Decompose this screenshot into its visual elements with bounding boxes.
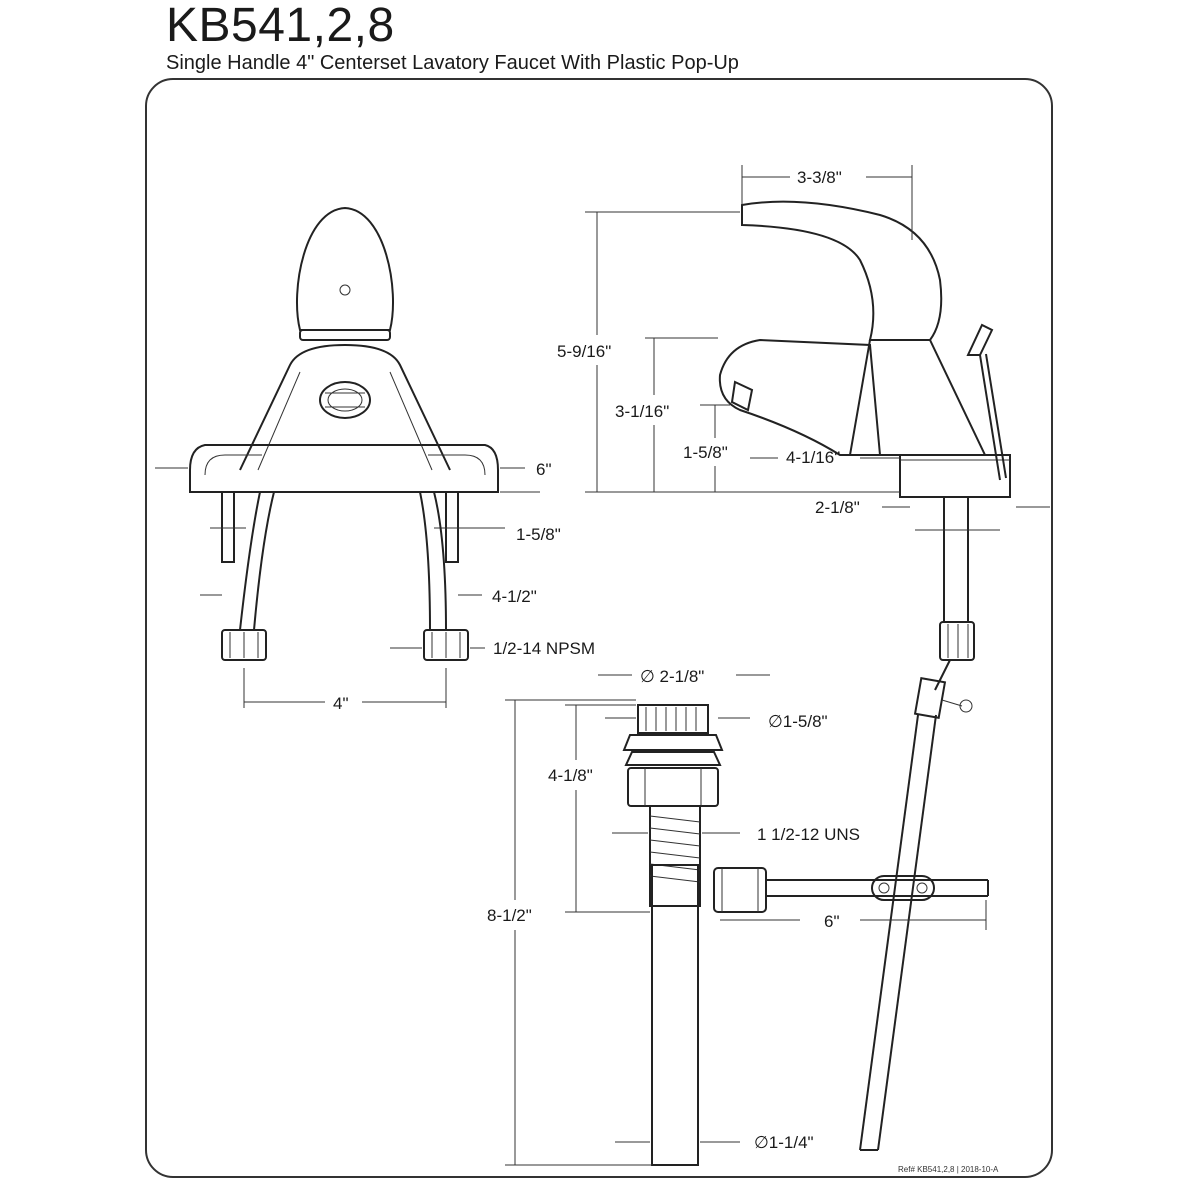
drain-thread-label: 1 1/2-12 UNS <box>757 825 860 844</box>
drain-overall-length-label: 8-1/2" <box>487 906 532 925</box>
front-center-label: 4" <box>333 694 349 713</box>
side-spout-reach-label: 3-3/8" <box>797 168 842 187</box>
front-view <box>155 208 540 708</box>
model-title: KB541,2,8 <box>166 0 395 52</box>
reference-number: Ref# KB541,2,8 | 2018-10-A <box>898 1165 999 1174</box>
side-base-length-label: 4-1/16" <box>786 448 841 467</box>
front-shank-spacing-label: 4-1/2" <box>492 587 537 606</box>
side-view <box>585 165 1050 1150</box>
side-aerator-height-label: 1-5/8" <box>683 443 728 462</box>
side-base-depth-label: 2-1/8" <box>815 498 860 517</box>
drain-body-length-label: 4-1/8" <box>548 766 593 785</box>
front-thread-label: 1/2-14 NPSM <box>493 639 596 658</box>
side-spout-height-label: 3-1/16" <box>615 402 670 421</box>
drain-flange-dia-label: ∅ 2-1/8" <box>640 667 705 686</box>
drain-body-dia-label: ∅1-5/8" <box>768 712 828 731</box>
drain-rod-length-label: 6" <box>824 912 840 931</box>
side-overall-height-label: 5-9/16" <box>557 342 612 361</box>
front-base-height-label: 6" <box>536 460 552 479</box>
drain-tail-dia-label: ∅1-1/4" <box>754 1133 814 1152</box>
front-shank-length-label: 1-5/8" <box>516 525 561 544</box>
drain-assembly <box>505 675 988 1165</box>
product-description: Single Handle 4" Centerset Lavatory Faucet With Plastic Pop-Up <box>166 52 739 74</box>
